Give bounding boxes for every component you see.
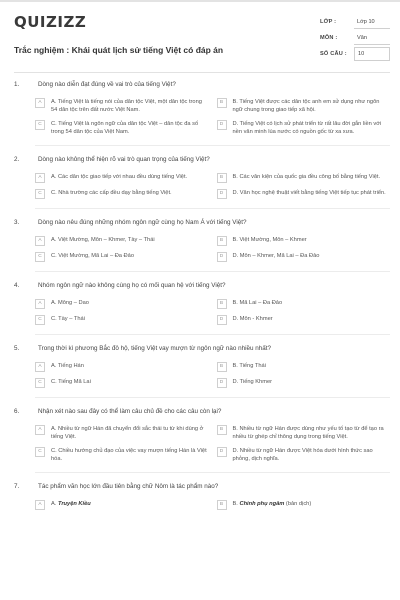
answer-option-d[interactable] — [217, 378, 391, 388]
question-list — [14, 80, 390, 510]
answer-option-b[interactable] — [217, 98, 391, 114]
answer-letter-box[interactable]: D — [217, 447, 227, 457]
answer-option-a[interactable] — [35, 299, 209, 309]
answer-option-d[interactable] — [217, 252, 391, 262]
question-number: 3. — [14, 219, 20, 226]
question-number: 6. — [14, 408, 20, 415]
answer-text: A. Nhiều từ ngữ Hán đã chuyển đổi sắc thái tu từ khi dùng ở tiếng Việt. — [51, 426, 204, 440]
answer-letter-box[interactable]: C — [35, 120, 45, 130]
answer-letter-box[interactable]: A — [35, 500, 45, 510]
answer-letter-box[interactable]: B — [217, 98, 227, 108]
answer-options — [35, 236, 390, 262]
answer-options — [35, 98, 390, 136]
answer-option-b[interactable] — [217, 173, 391, 183]
question-number: 2. — [14, 156, 20, 163]
answer-letter-box[interactable]: C — [35, 189, 45, 199]
question-item — [14, 281, 390, 335]
question-number: 1. — [14, 81, 20, 88]
meta-row-count — [320, 46, 390, 62]
answer-text — [51, 500, 209, 508]
meta-value: Văn — [354, 32, 390, 45]
answer-prefix: A. — [51, 501, 58, 507]
answer-letter-box[interactable]: D — [217, 189, 227, 199]
question-header — [14, 218, 390, 228]
meta-label: LỚP : — [320, 19, 337, 25]
question-item — [14, 155, 390, 209]
answer-letter-box[interactable]: B — [217, 362, 227, 372]
answer-option-a[interactable] — [35, 236, 209, 246]
answer-text: C. Việt Mường, Mã Lai – Đa Đảo — [51, 253, 134, 259]
question-number: 4. — [14, 282, 20, 289]
answer-text: C. Nhà trường các cấp đều dạy bằng tiếng Việt. — [51, 190, 172, 196]
answer-option-b[interactable] — [217, 500, 391, 510]
page-title: Trắc nghiệm : Khái quát lịch sử tiếng Việt có đáp án — [14, 45, 224, 55]
question-text: Dòng nào diễn đạt đúng về vai trò của tiếng Việt? — [38, 81, 176, 88]
answer-letter-box[interactable]: D — [217, 120, 227, 130]
answer-option-d[interactable] — [217, 447, 391, 463]
meta-row-class — [320, 14, 390, 30]
answer-options — [35, 425, 390, 463]
answer-letter-box[interactable]: B — [217, 173, 227, 183]
answer-text: B. Tiếng Thái — [232, 363, 266, 369]
answer-text: B. Mã Lai – Đa Đảo — [232, 300, 283, 306]
answer-suffix: (bản dịch) — [284, 501, 312, 507]
question-divider — [35, 334, 390, 335]
question-item — [14, 482, 390, 510]
question-item — [14, 218, 390, 272]
answer-text: D. Môn – Khmer, Mã Lai – Đa Đảo — [232, 253, 320, 259]
answer-title-emphasis: Truyện Kiều — [57, 501, 91, 507]
answer-text: D. Tiếng Việt có lịch sử phát triển từ rất lâu đời gắn liền với nền văn minh lúa nước có nguồn gốc từ xa xưa. — [232, 121, 382, 135]
answer-letter-box[interactable]: A — [35, 299, 45, 309]
question-text: Trong thời kì phương Bắc đô hộ, tiếng Việt vay mượn từ ngôn ngữ nào nhiều nhất? — [38, 345, 271, 352]
answer-letter-box[interactable]: A — [35, 173, 45, 183]
answer-letter-box[interactable]: A — [35, 362, 45, 372]
question-item — [14, 80, 390, 146]
answer-letter-box[interactable]: A — [35, 98, 45, 108]
answer-letter-box[interactable]: B — [217, 299, 227, 309]
question-divider — [35, 472, 390, 473]
answer-option-a[interactable] — [35, 500, 209, 510]
answer-option-c[interactable] — [35, 120, 209, 136]
meta-panel — [320, 14, 390, 62]
answer-letter-box[interactable]: C — [35, 252, 45, 262]
question-header — [14, 482, 390, 492]
answer-option-a[interactable] — [35, 173, 209, 183]
question-header — [14, 155, 390, 165]
answer-option-c[interactable] — [35, 189, 209, 199]
question-text: Nhóm ngôn ngữ nào không cùng họ có mối quan hệ với tiếng Việt? — [38, 282, 226, 289]
answer-text: D. Văn học nghệ thuật viết bằng tiếng Việt tiếp tục phát triển. — [232, 190, 386, 196]
question-number: 7. — [14, 483, 20, 490]
answer-option-a[interactable] — [35, 362, 209, 372]
answer-text: C. Tiếng Mã Lai — [51, 379, 91, 385]
meta-label: MÔN : — [320, 35, 338, 41]
meta-value: 10 — [354, 47, 390, 61]
answer-prefix: B. — [232, 501, 240, 507]
answer-options — [35, 299, 390, 325]
question-item — [14, 344, 390, 398]
question-header — [14, 281, 390, 291]
answer-letter-box[interactable]: D — [217, 315, 227, 325]
answer-letter-box[interactable]: B — [217, 236, 227, 246]
answer-text — [233, 500, 391, 508]
answer-options — [35, 362, 390, 388]
answer-text: A. Mông – Dao — [51, 300, 89, 306]
answer-option-b[interactable] — [217, 299, 391, 309]
meta-value: Lớp 10 — [354, 16, 390, 29]
answer-text: C. Tày – Thái — [51, 316, 85, 322]
meta-row-subject — [320, 30, 390, 46]
answer-title-emphasis: Chinh phụ ngâm — [239, 501, 285, 507]
answer-text: D. Môn - Khmer — [232, 316, 273, 322]
top-border — [0, 0, 400, 2]
question-divider — [35, 145, 390, 146]
answer-text: B. Tiếng Việt được các dân tộc anh em sử dụng như ngôn ngữ chung trong giao tiếp xã hội. — [232, 99, 380, 113]
worksheet-header — [14, 12, 390, 73]
answer-text: C. Tiếng Việt là ngôn ngữ của dân tộc Việt – dân tộc đa số trong 54 dân tộc của Việt Nam. — [51, 121, 199, 135]
answer-text: D. Tiếng Khmer — [232, 379, 273, 385]
question-divider — [35, 271, 390, 272]
meta-label: SỐ CÂU : — [320, 51, 347, 57]
answer-option-d[interactable] — [217, 315, 391, 325]
answer-text: B. Nhiều từ ngữ Hán được dùng như yếu tố tạo từ để tạo ra nhiều từ ghép chỉ thông dụng trong tiếng Việt. — [232, 426, 384, 440]
answer-text: A. Tiếng Hán — [51, 363, 84, 369]
answer-option-d[interactable] — [217, 189, 391, 199]
answer-letter-box[interactable]: C — [35, 378, 45, 388]
answer-letter-box[interactable]: D — [217, 378, 227, 388]
answer-letter-box[interactable]: C — [35, 447, 45, 457]
answer-text: B. Các văn kiện của quốc gia đều công bố bằng tiếng Việt. — [232, 174, 381, 180]
question-number: 5. — [14, 345, 20, 352]
question-divider — [35, 208, 390, 209]
question-text: Dòng nào không thể hiện rõ vai trò quan trọng của tiếng Việt? — [38, 156, 210, 163]
answer-text: C. Chiều hướng chủ đạo của việc vay mượn tiếng Hán là Việt hóa. — [51, 448, 207, 462]
question-text: Tác phẩm văn học lớn đầu tiên bằng chữ Nôm là tác phẩm nào? — [38, 483, 219, 490]
question-header — [14, 344, 390, 354]
quizizz-logo: QUIZIZZ — [14, 13, 87, 31]
question-text: Dòng nào nêu đúng những nhóm ngôn ngữ cùng họ Nam Á với tiếng Việt? — [38, 219, 247, 226]
answer-letter-box[interactable]: A — [35, 425, 45, 435]
answer-text: A. Tiếng Việt là tiếng nói của dân tộc Việt, một dân tộc trong 54 dân tộc trên đất nước Việt Nam. — [51, 99, 202, 113]
answer-option-c[interactable] — [35, 315, 209, 325]
question-divider — [35, 397, 390, 398]
answer-letter-box[interactable]: B — [217, 425, 227, 435]
answer-option-a[interactable] — [35, 98, 209, 114]
answer-letter-box[interactable]: B — [217, 500, 227, 510]
answer-text: D. Nhiều từ ngữ Hán được Việt hóa dưới hình thức sao phỏng, dịch nghĩa. — [232, 448, 373, 462]
answer-letter-box[interactable]: A — [35, 236, 45, 246]
answer-option-a[interactable] — [35, 425, 209, 441]
answer-option-c[interactable] — [35, 252, 209, 262]
answer-letter-box[interactable]: D — [217, 252, 227, 262]
question-header — [14, 407, 390, 417]
answer-text: A. Các dân tộc giao tiếp với nhau đều dùng tiếng Việt. — [51, 174, 188, 180]
answer-option-b[interactable] — [217, 236, 391, 246]
answer-letter-box[interactable]: C — [35, 315, 45, 325]
answer-option-d[interactable] — [217, 120, 391, 136]
answer-option-c[interactable] — [35, 378, 209, 388]
answer-option-c[interactable] — [35, 447, 209, 463]
question-item — [14, 407, 390, 473]
answer-option-b[interactable] — [217, 362, 391, 372]
answer-text: B. Việt Mường, Môn – Khmer — [232, 237, 307, 243]
answer-options — [35, 500, 390, 510]
question-text: Nhận xét nào sau đây có thể làm câu chủ đề cho các câu còn lại? — [38, 408, 222, 415]
question-header — [14, 80, 390, 90]
answer-options — [35, 173, 390, 199]
answer-text: A. Việt Mường, Môn – Khmer, Tày – Thái — [51, 237, 155, 243]
answer-option-b[interactable] — [217, 425, 391, 441]
